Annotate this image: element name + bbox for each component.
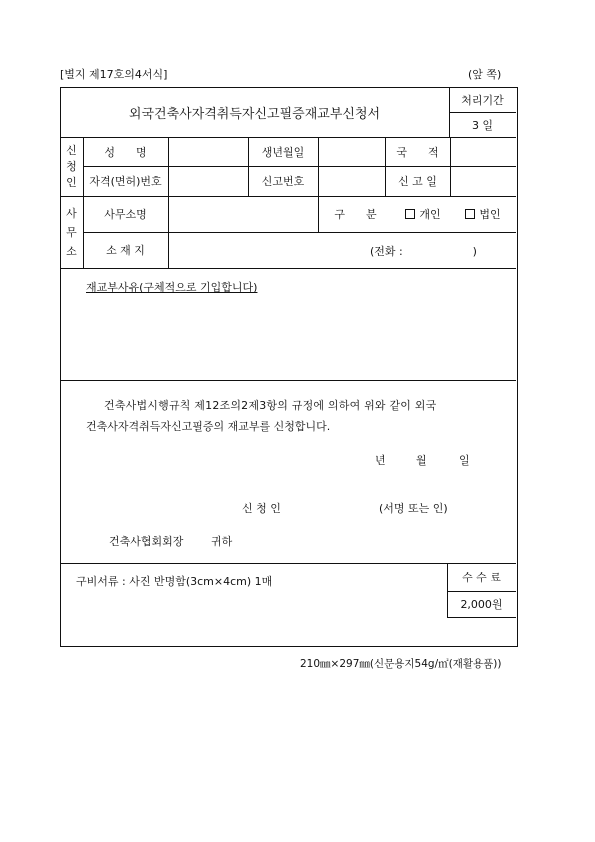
divider (447, 617, 516, 618)
form-title: 외국건축사자격취득자신고필증재교부신청서 (128, 106, 381, 122)
honorific-label: 귀하 (211, 535, 233, 548)
recipient-label: 건축사협회회장 (109, 535, 184, 548)
nationality-field[interactable] (450, 137, 516, 166)
declaration-line-1: 건축사법시행규칙 제12조의2제3항의 규정에 의하여 위와 같이 외국 (104, 399, 437, 412)
name-field[interactable] (168, 137, 248, 166)
reason-label: 재교부사유(구체적으로 기입합니다) (86, 281, 258, 294)
fee-value: 2,000원 (460, 598, 503, 611)
sign-or-seal-label: (서명 또는 인) (379, 502, 448, 515)
type-label: 구 분 (334, 208, 377, 221)
report-number-label: 신고번호 (261, 175, 305, 188)
processing-period-label: 처리기간 (461, 93, 504, 107)
processing-period-value: 3 일 (471, 118, 494, 132)
birth-date-field[interactable] (318, 137, 385, 166)
nationality-label: 국 적 (396, 145, 439, 159)
address-label: 소 재 지 (106, 244, 145, 257)
paper-spec-footer: 210㎜×297㎜(신문용지54g/㎡(재활용품)) (300, 658, 502, 670)
birth-date-label: 생년월일 (261, 145, 305, 159)
license-number-field[interactable] (168, 166, 248, 196)
attachments-text: 구비서류 : 사진 반명함(3cm×4cm) 1매 (76, 575, 273, 588)
applicant-signature-label: 신 청 인 (242, 502, 281, 515)
form-reference: [별지 제17호의4서식] (60, 68, 168, 81)
type-option-corporation[interactable]: 법인 (458, 196, 508, 232)
checkbox-icon[interactable] (405, 209, 415, 219)
fee-label: 수 수 료 (462, 571, 501, 584)
divider (60, 380, 516, 381)
signature-field[interactable] (295, 496, 375, 516)
name-label: 성 명 (104, 145, 147, 159)
date-day-label: 일 (459, 454, 470, 467)
office-name-field[interactable] (168, 196, 318, 232)
phone-label: (전화 : ) (370, 245, 477, 258)
report-date-label: 신 고 일 (398, 175, 437, 188)
office-name-label: 사무소명 (104, 208, 147, 221)
office-section-label: 사 무 소 (66, 206, 77, 258)
address-field[interactable] (168, 232, 368, 268)
report-date-field[interactable] (450, 166, 516, 196)
divider (60, 268, 516, 269)
type-option-individual[interactable]: 개인 (398, 196, 448, 232)
checkbox-icon[interactable] (465, 209, 475, 219)
reason-field[interactable] (61, 296, 515, 378)
date-month-label: 월 (416, 454, 427, 467)
applicant-section-label: 신 청 인 (66, 143, 77, 189)
date-year-label: 년 (375, 454, 386, 467)
license-number-label: 자격(면허)번호 (89, 175, 162, 188)
page-side: (앞 쪽) (468, 68, 502, 81)
report-number-field[interactable] (318, 166, 385, 196)
declaration-line-2: 건축사자격취득자신고필증의 재교부를 신청합니다. (86, 420, 331, 433)
